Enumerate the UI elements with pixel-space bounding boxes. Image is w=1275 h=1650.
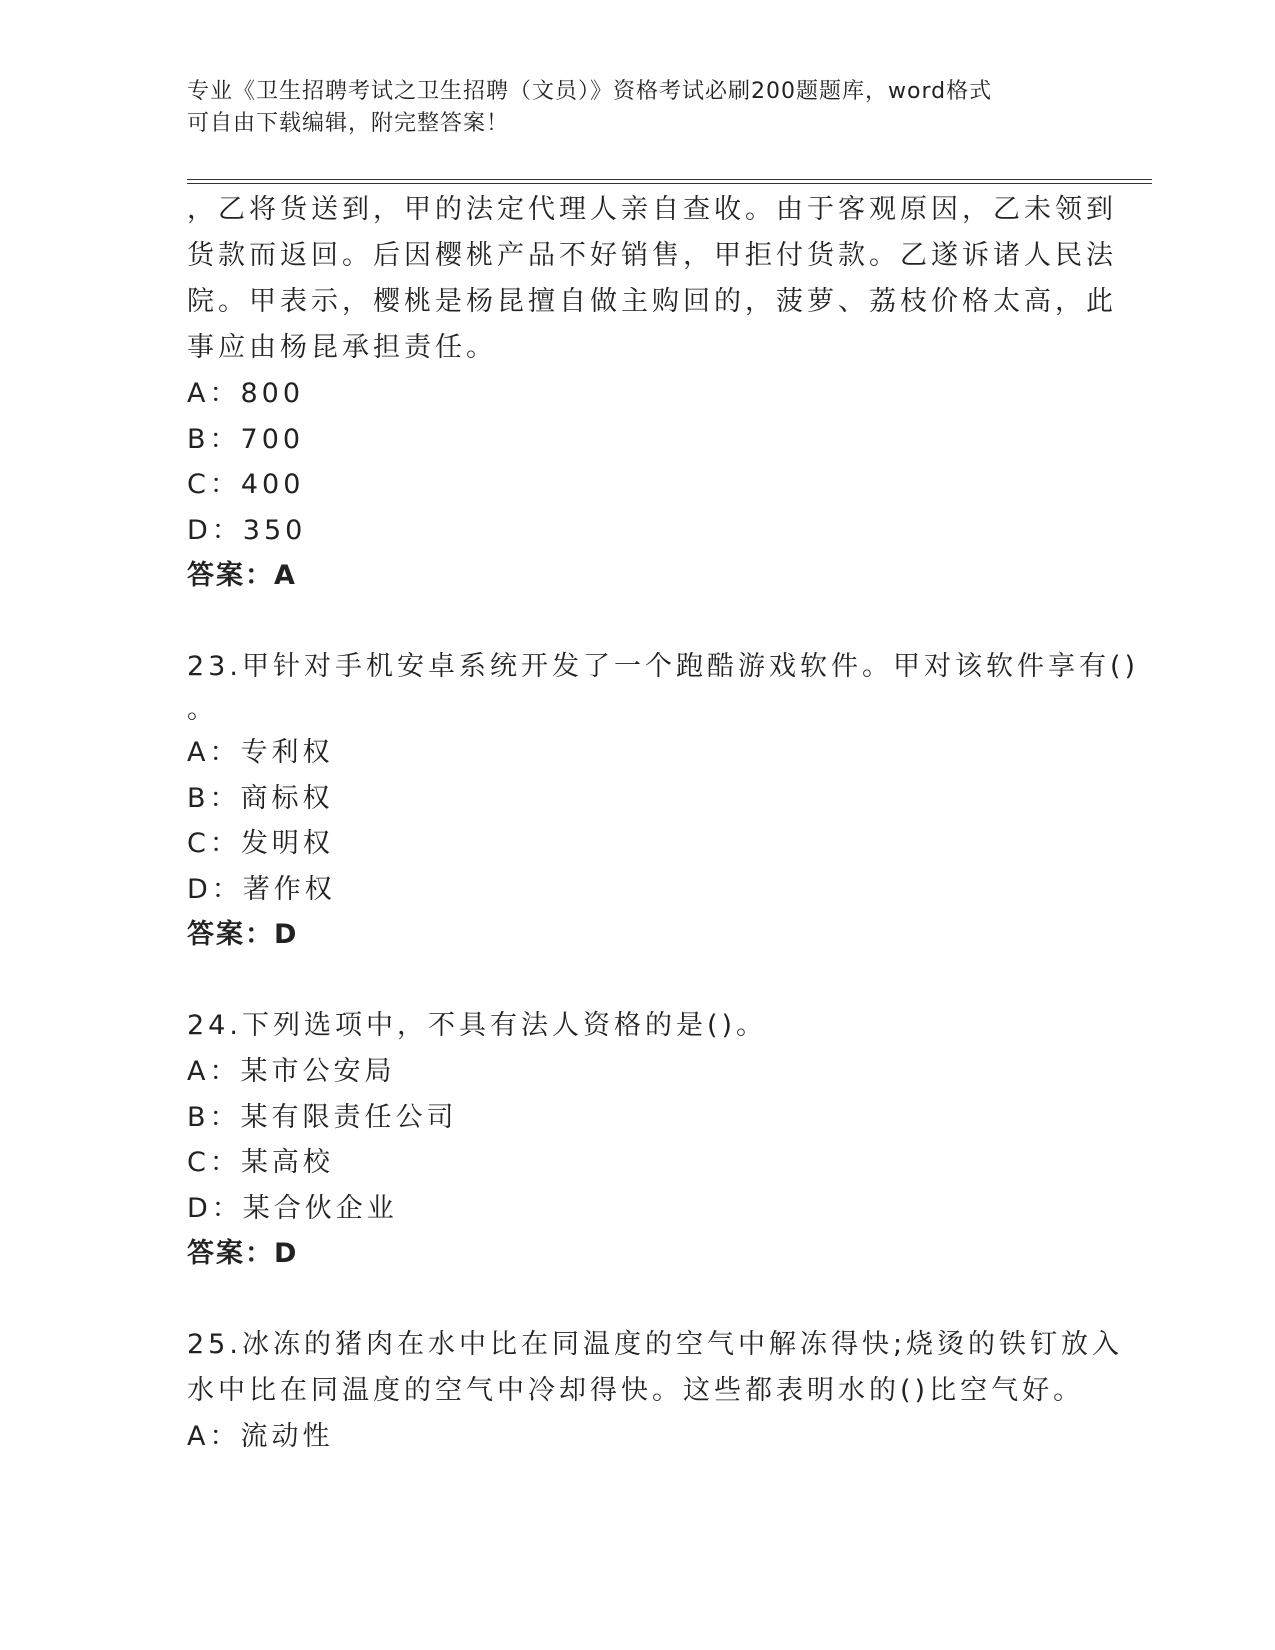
question-text-line: ，乙将货送到，甲的法定代理人亲自查收。由于客观原因，乙未领到 (187, 194, 1117, 225)
answer-label: 答案：A (187, 560, 297, 591)
option-d: D：某合伙企业 (187, 1192, 398, 1224)
header-line-2: 可自由下载编辑，附完整答案！ (187, 111, 510, 136)
spacer (187, 1277, 1087, 1322)
option-d: D：350 (187, 514, 307, 546)
header-line-1: 专业《卫生招聘考试之卫生招聘（文员）》资格考试必刷200题题库，word格式 (187, 79, 993, 104)
question-22 (187, 187, 1117, 599)
option-a: A：专利权 (187, 737, 334, 768)
question-25 (187, 1322, 1124, 1460)
option-a: A：流动性 (187, 1421, 334, 1452)
question-text-line: 货款而返回。后因樱桃产品不好销售，甲拒付货款。乙遂诉诸人民法 (187, 240, 1117, 271)
question-text-line: 23.甲针对手机安卓系统开发了一个跑酷游戏软件。甲对该软件享有() (187, 651, 1140, 682)
option-d: D：著作权 (187, 873, 336, 905)
spacer (187, 599, 1087, 644)
answer-label: 答案：D (187, 1238, 299, 1269)
document-body (187, 187, 1140, 1460)
question-text-line: 院。甲表示，樱桃是杨昆擅自做主购回的，菠萝、荔枝价格太高，此 (187, 286, 1117, 317)
header-divider-top (187, 179, 1152, 180)
document-header (187, 76, 1087, 140)
question-text-line: 水中比在同温度的空气中冷却得快。这些都表明水的()比空气好。 (187, 1375, 1085, 1406)
question-23 (187, 644, 1140, 958)
header-divider-bottom (187, 183, 1152, 184)
spacer (187, 958, 1087, 1003)
answer-label: 答案：D (187, 919, 299, 950)
question-text-line: 事应由杨昆承担责任。 (187, 332, 497, 363)
option-c: C：发明权 (187, 828, 334, 859)
option-c: C：400 (187, 469, 305, 500)
question-text-line: 24.下列选项中，不具有法人资格的是()。 (187, 1010, 768, 1041)
option-b: B：商标权 (187, 782, 334, 814)
option-c: C：某高校 (187, 1147, 334, 1178)
question-text-line: 25.冰冻的猪肉在水中比在同温度的空气中解冻得快;烧烫的铁钉放入 (187, 1329, 1124, 1360)
question-24 (187, 1003, 1087, 1277)
option-b: B：某有限责任公司 (187, 1101, 458, 1133)
question-text-line: 。 (187, 694, 218, 725)
option-a: A：800 (187, 378, 305, 409)
option-b: B：700 (187, 423, 305, 455)
option-a: A：某市公安局 (187, 1056, 396, 1087)
